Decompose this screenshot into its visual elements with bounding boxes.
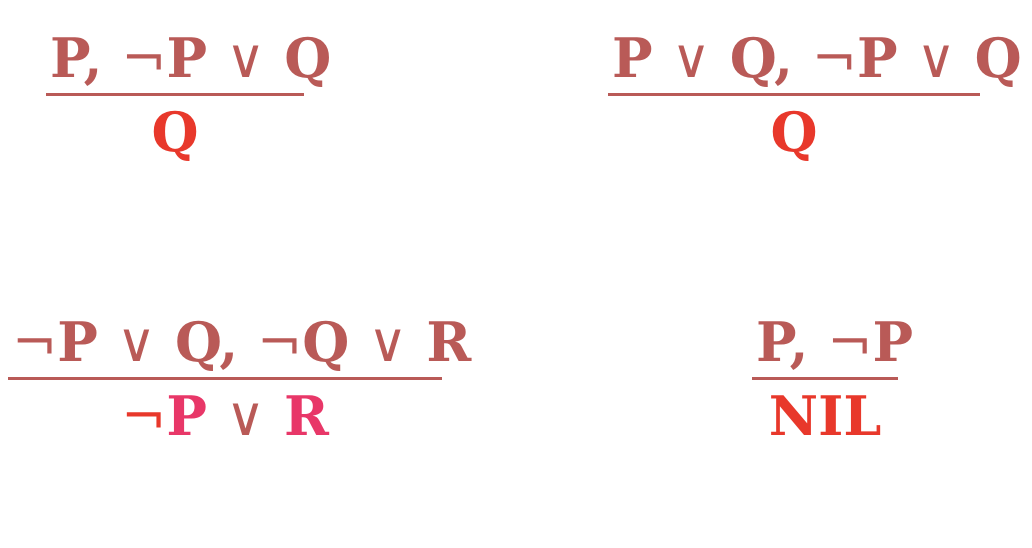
premise-term: P [612, 26, 672, 90]
premise-term: P [57, 310, 117, 374]
inference-rule-resolution-unit [608, 24, 1022, 168]
inference-rule-contradiction [752, 308, 914, 452]
conclusion-term: P [166, 384, 226, 448]
disjunction-symbol: ∨ [225, 385, 266, 448]
disjunction-symbol: ∨ [671, 27, 711, 90]
inference-rule-modus-ponens [46, 24, 332, 168]
premise-term: Q, [710, 26, 812, 90]
conclusion-line [46, 96, 304, 168]
premise-term: Q [955, 26, 1022, 90]
premise-line [752, 308, 914, 380]
disjunction-symbol: ∨ [225, 27, 266, 90]
premise-term: Q, [156, 310, 257, 374]
premise-line [46, 24, 332, 96]
inference-rule-chaining [8, 308, 472, 453]
premise-term: P, [756, 310, 828, 374]
conclusion-line [8, 380, 442, 453]
negation-symbol: ¬ [121, 27, 167, 90]
premise-term: R [407, 310, 472, 374]
conclusion-term: R [265, 384, 329, 448]
conclusion-line [752, 380, 898, 452]
disjunction-symbol: ∨ [916, 27, 956, 90]
negation-symbol: ¬ [256, 311, 303, 374]
negation-symbol: ¬ [827, 311, 873, 374]
premise-term: Q [265, 26, 332, 90]
conclusion-line [608, 96, 980, 168]
conclusion-term: Q [151, 100, 199, 164]
premise-term: P [166, 26, 226, 90]
premise-term: Q [302, 310, 369, 374]
disjunction-symbol: ∨ [368, 311, 408, 374]
premise-term: P [872, 310, 914, 374]
conclusion-term: Q [770, 100, 818, 164]
premise-line [8, 308, 472, 380]
negation-symbol: ¬ [12, 311, 58, 374]
negation-symbol: ¬ [121, 385, 167, 448]
premise-line [608, 24, 1022, 96]
premise-term: P, [50, 26, 122, 90]
premise-term: P [856, 26, 917, 90]
disjunction-symbol: ∨ [116, 311, 157, 374]
conclusion-nil: NIL [768, 384, 882, 448]
negation-symbol: ¬ [811, 27, 857, 90]
